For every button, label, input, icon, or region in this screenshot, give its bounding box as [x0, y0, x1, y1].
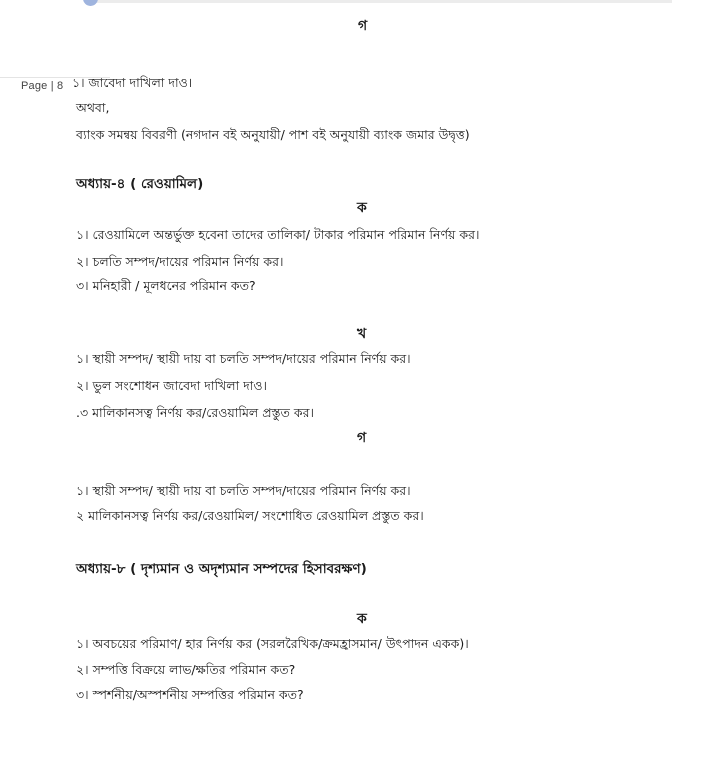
list-item: ২। সম্পত্তি বিক্রয়ে লাভ/ক্ষতির পরিমান কত? [76, 662, 296, 677]
list-item: ২। চলতি সম্পদ/দায়ের পরিমান নির্ণয় কর। [76, 254, 284, 269]
list-item: ১। স্থায়ী সম্পদ/ স্থায়ী দায় বা চলতি সম্পদ/দায়ের পরিমান নির্ণয় কর। [76, 351, 411, 366]
section-marker-kha: খ [357, 326, 367, 342]
section-marker-ka: ক [357, 611, 367, 627]
list-item: ১। অবচয়ের পরিমাণ/ হার নির্ণয় কর (সরলরৈখিক/ক্রমহ্রাসমান/ উৎপাদন একক)। [76, 636, 469, 651]
list-item: ৩। মনিহারী / মূলধনের পরিমান কত? [76, 278, 256, 293]
list-item: ২ মালিকানসত্ব নির্ণয় কর/রেওয়ামিল/ সংশোধিত রেওয়ামিল প্রস্তুত কর। [76, 508, 424, 523]
section-marker-ga: গ [358, 18, 368, 34]
chapter-heading: অধ্যায়-৮ ( দৃশ্যমান ও অদৃশ্যমান সম্পদের হিসাবরক্ষণ) [76, 561, 367, 577]
list-item: ১। রেওয়ামিলে অন্তর্ভুক্ত হবেনা তাদের তালিকা/ টাকার পরিমান পরিমান নির্ণয় কর। [76, 227, 480, 242]
top-edge-bar [92, 0, 672, 3]
list-item: ১। স্থায়ী সম্পদ/ স্থায়ী দায় বা চলতি সম্পদ/দায়ের পরিমান নির্ণয় কর। [76, 483, 411, 498]
list-item: ১। জাবেদা দাখিলা দাও। [72, 75, 193, 90]
page-number-label: Page | 8 [21, 80, 64, 92]
section-marker-ga: গ [357, 430, 367, 446]
section-marker-ka: ক [357, 200, 367, 216]
list-item: অথবা, [76, 100, 110, 115]
scroll-handle[interactable] [83, 0, 98, 6]
list-item: ব্যাংক সমন্বয় বিবরণী (নগদান বই অনুযায়ী/ পাশ বই অনুযায়ী ব্যাংক জমার উদ্বৃত্ত) [76, 127, 470, 142]
list-item: ২। ভুল সংশোধন জাবেদা দাখিলা দাও। [76, 378, 267, 393]
list-item: ৩। স্পর্শনীয়/অস্পর্শনীয় সম্পত্তির পরিমান কত? [76, 687, 304, 702]
chapter-heading: অধ্যায়-৪ ( রেওয়ামিল) [76, 176, 204, 192]
list-item: .৩ মালিকানসত্ব নির্ণয় কর/রেওয়ামিল প্রস্তুত কর। [76, 405, 314, 420]
